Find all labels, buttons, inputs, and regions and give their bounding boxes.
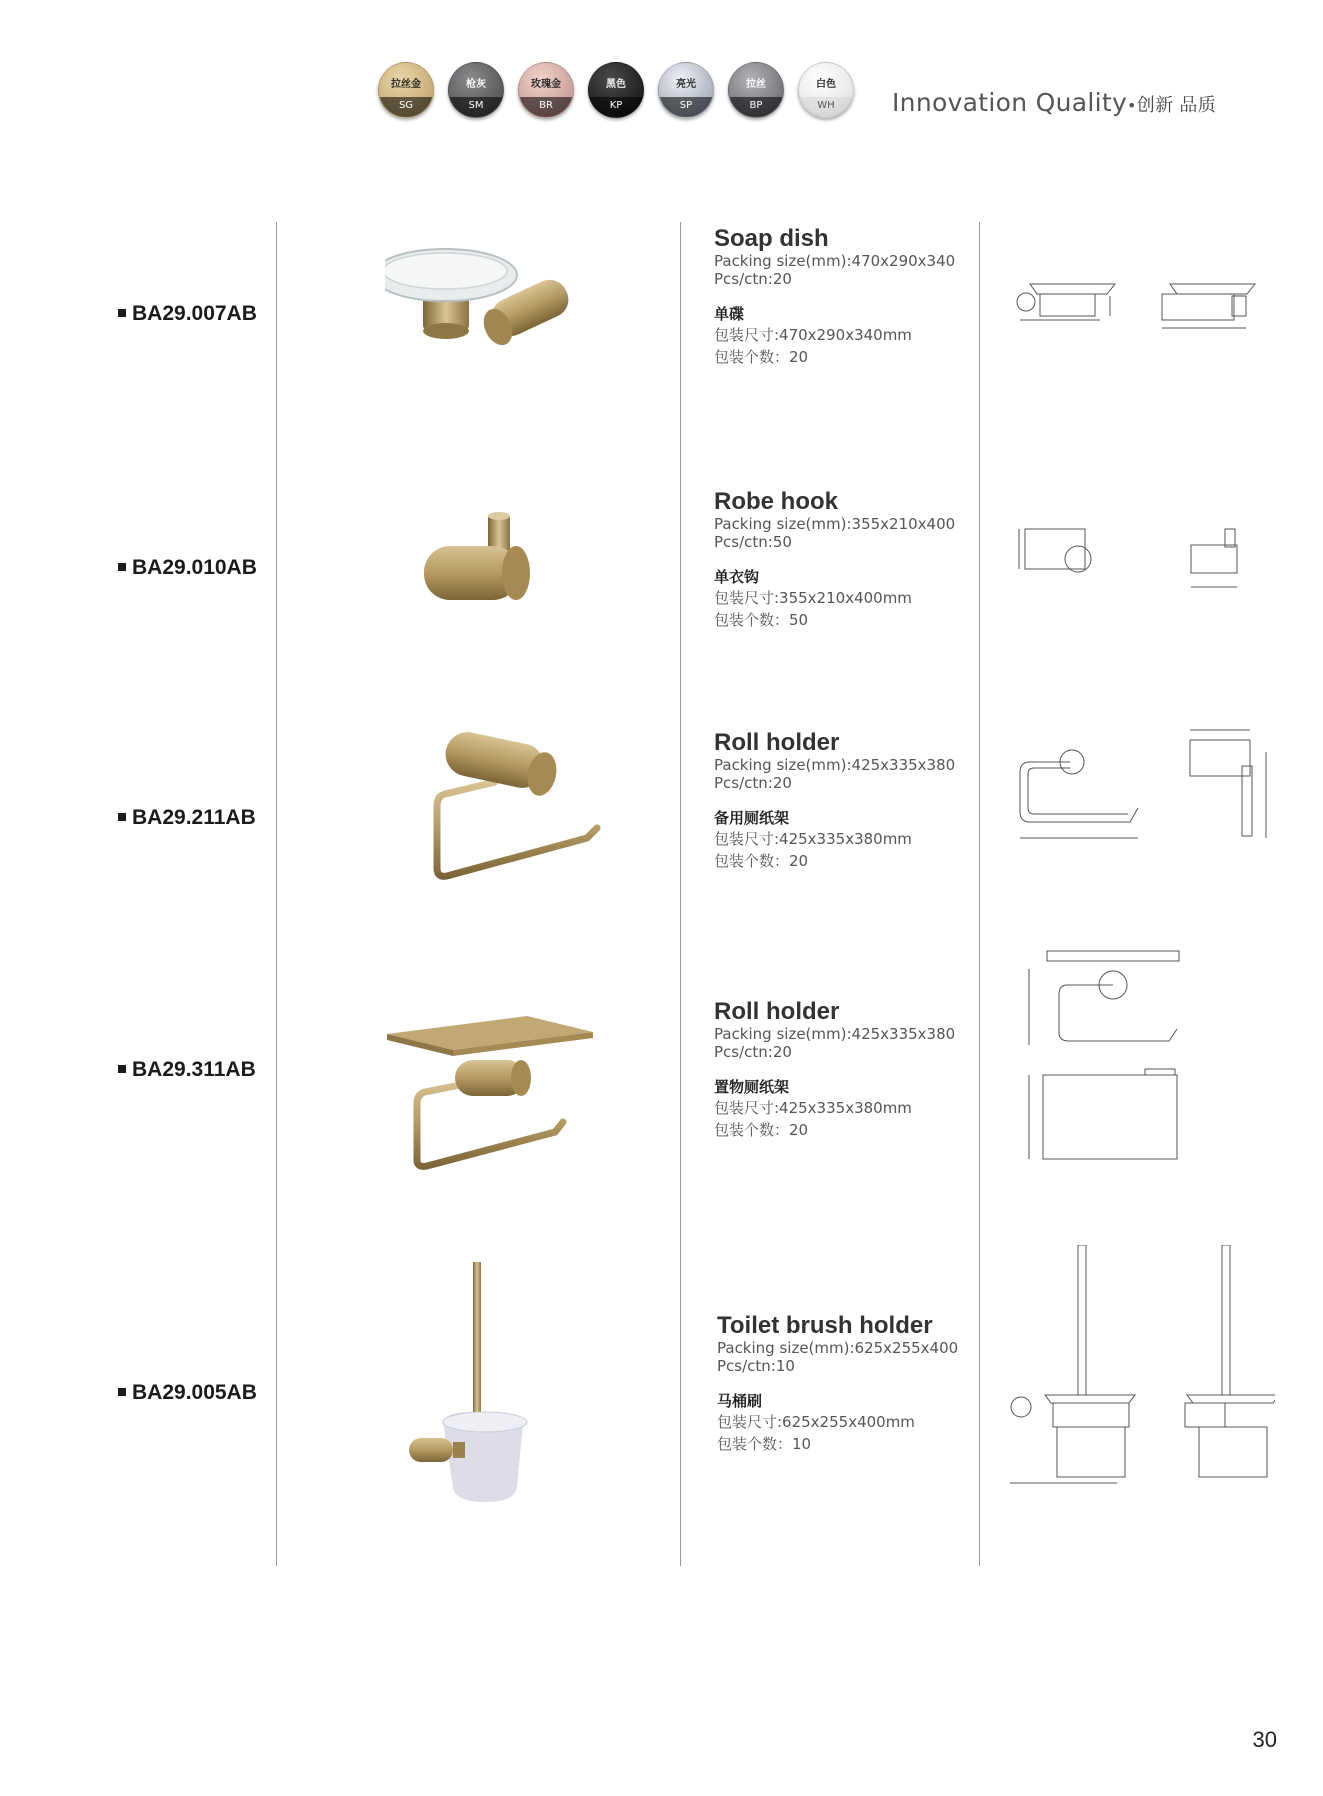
pcs-per-carton-cn: 包装个数：20	[714, 1121, 809, 1139]
finish-code-label: SM	[449, 97, 503, 117]
packing-size-cn: 包装尺寸:425x335x380mm	[714, 1099, 912, 1117]
bullet-square-icon	[118, 1065, 126, 1073]
product-name-cn: 单衣钩	[714, 568, 760, 586]
pcs-per-carton: Pcs/ctn:10	[717, 1357, 795, 1375]
product-code	[118, 806, 256, 830]
product-name: Roll holder	[714, 729, 840, 756]
finish-swatch-wh	[798, 62, 854, 118]
roll-holder-shelf-image	[385, 1010, 600, 1170]
packing-size-cn: 包装尺寸:625x255x400mm	[717, 1413, 915, 1431]
product-code-text: BA29.211AB	[132, 806, 256, 829]
product-name: Soap dish	[714, 225, 829, 252]
pcs-per-carton: Pcs/ctn:20	[714, 1043, 792, 1061]
product-info	[714, 489, 984, 631]
finish-code-label: BR	[519, 97, 573, 117]
toilet-brush-holder-technical-drawing	[1005, 1245, 1275, 1495]
packing-size-cn: 包装尺寸:470x290x340mm	[714, 326, 912, 344]
packing-size-cn: 包装尺寸:425x335x380mm	[714, 830, 912, 848]
finish-cn-label: 亮光	[676, 79, 696, 90]
bullet-square-icon	[118, 563, 126, 571]
finish-cn-label: 拉丝	[746, 79, 766, 90]
finish-cn-label: 拉丝金	[391, 79, 421, 90]
tagline-dot: •	[1127, 96, 1137, 115]
product-code	[118, 302, 257, 326]
column-divider	[276, 222, 277, 1566]
packing-size: Packing size(mm):625x255x400	[717, 1339, 959, 1357]
pcs-per-carton-cn: 包装个数：10	[717, 1435, 812, 1453]
pcs-per-carton-cn: 包装个数：50	[714, 611, 809, 629]
packing-size: Packing size(mm):470x290x340	[714, 252, 956, 270]
bullet-square-icon	[118, 309, 126, 317]
pcs-per-carton-cn: 包装个数：20	[714, 348, 809, 366]
product-code-text: BA29.010AB	[132, 556, 257, 579]
product-name: Robe hook	[714, 488, 838, 515]
finish-swatch-sm	[448, 62, 504, 118]
finish-swatch-br	[518, 62, 574, 118]
finish-cn-label: 玫瑰金	[531, 79, 561, 90]
product-code	[118, 1058, 256, 1082]
product-code-text: BA29.007AB	[132, 302, 257, 325]
tagline-cn: 创新 品质	[1136, 95, 1217, 116]
packing-size: Packing size(mm):425x335x380	[714, 756, 956, 774]
packing-size-cn: 包装尺寸:355x210x400mm	[714, 589, 912, 607]
roll-holder-shelf-technical-drawing	[1025, 945, 1190, 1170]
product-info	[714, 999, 984, 1141]
product-name: Roll holder	[714, 998, 840, 1025]
robe-hook-image	[420, 512, 540, 612]
product-code	[118, 556, 257, 580]
robe-hook-technical-drawing	[1015, 525, 1275, 595]
product-info	[714, 226, 984, 368]
roll-holder-technical-drawing	[1010, 722, 1290, 852]
soap-dish-technical-drawing	[1010, 272, 1280, 342]
finish-code-label: WH	[799, 97, 853, 117]
tagline-text: Innovation Quality	[892, 88, 1128, 117]
product-code	[118, 1381, 257, 1405]
finish-code-label: SG	[379, 97, 433, 117]
finish-swatch-bp	[728, 62, 784, 118]
column-divider	[680, 222, 681, 1566]
finish-cn-label: 枪灰	[466, 79, 486, 90]
packing-size: Packing size(mm):355x210x400	[714, 515, 956, 533]
product-code-text: BA29.311AB	[132, 1058, 256, 1081]
brand-tagline	[892, 88, 1216, 117]
finish-swatch-sg	[378, 62, 434, 118]
product-name-cn: 备用厕纸架	[714, 809, 790, 827]
toilet-brush-holder-image	[405, 1262, 535, 1507]
product-name-cn: 置物厕纸架	[714, 1078, 790, 1096]
product-name-cn: 马桶刷	[717, 1392, 763, 1410]
product-name-cn: 单碟	[714, 305, 745, 323]
pcs-per-carton-cn: 包装个数：20	[714, 852, 809, 870]
finish-cn-label: 白色	[816, 79, 836, 90]
product-name: Toilet brush holder	[717, 1312, 933, 1339]
soap-dish-image	[385, 245, 595, 365]
pcs-per-carton: Pcs/ctn:20	[714, 774, 792, 792]
finish-code-label: BP	[729, 97, 783, 117]
pcs-per-carton: Pcs/ctn:50	[714, 533, 792, 551]
bullet-square-icon	[118, 1388, 126, 1396]
product-code-text: BA29.005AB	[132, 1381, 257, 1404]
product-info	[717, 1313, 987, 1455]
packing-size: Packing size(mm):425x335x380	[714, 1025, 956, 1043]
finish-code-label: SP	[659, 97, 713, 117]
finish-code-label: KP	[589, 97, 643, 117]
bullet-square-icon	[118, 813, 126, 821]
pcs-per-carton: Pcs/ctn:20	[714, 270, 792, 288]
product-info	[714, 730, 984, 872]
finish-swatch-sp	[658, 62, 714, 118]
roll-holder-image	[425, 728, 605, 898]
finish-swatch-kp	[588, 62, 644, 118]
finish-cn-label: 黑色	[606, 79, 626, 90]
page-number: 30	[1252, 1727, 1277, 1752]
